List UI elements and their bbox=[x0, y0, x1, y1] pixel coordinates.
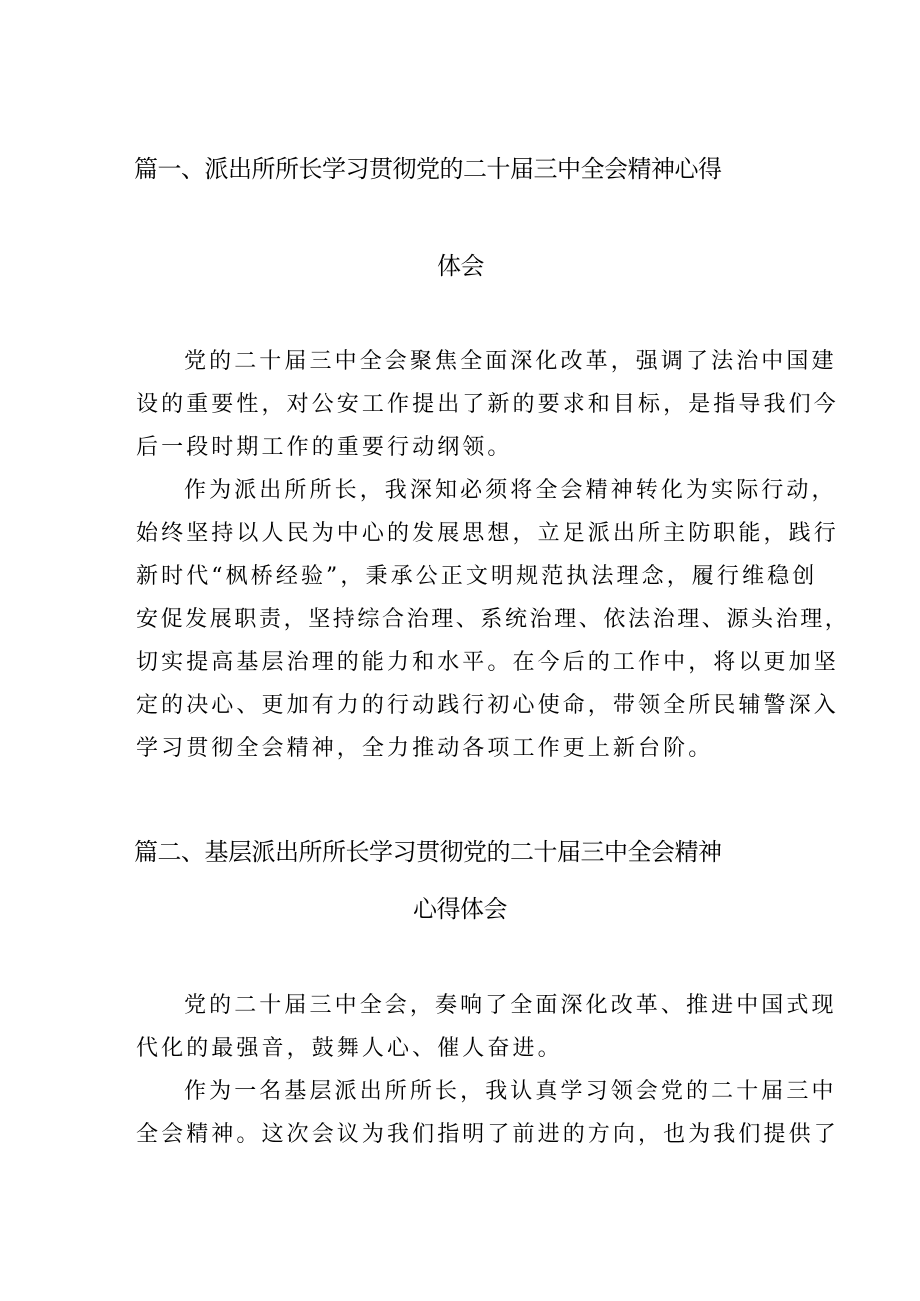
section-1-paragraph-line: 切实提高基层治理的能力和水平。在今后的工作中，将以更加坚 bbox=[136, 650, 839, 675]
section-2-paragraph-line: 党的二十届三中全会，奏响了全面深化改革、推进中国式现 bbox=[184, 993, 837, 1018]
section-2-paragraph-line: 代化的最强音，鼓舞人心、催人奋进。 bbox=[136, 1036, 563, 1061]
section-1-title-line-2: 体会 bbox=[437, 252, 484, 280]
section-2-title-line-1: 篇二、基层派出所所长学习贯彻党的二十届三中全会精神 bbox=[134, 838, 722, 866]
section-1-paragraph-line: 新时代“枫桥经验”，秉承公正文明规范执法理念，履行维稳创 bbox=[136, 564, 818, 589]
section-1-paragraph-line: 安促发展职责，坚持综合治理、系统治理、依法治理、源头治理， bbox=[136, 607, 850, 632]
section-2-paragraph-line: 作为一名基层派出所所长，我认真学习领会党的二十届三中 bbox=[184, 1079, 837, 1104]
section-1-paragraph-line: 作为派出所所长，我深知必须将全会精神转化为实际行动， bbox=[184, 478, 837, 503]
section-1-paragraph-line: 党的二十届三中全会聚焦全面深化改革，强调了法治中国建 bbox=[184, 349, 837, 374]
section-1-paragraph-line: 定的决心、更加有力的行动践行初心使命，带领全所民辅警深入 bbox=[136, 693, 839, 718]
section-1-paragraph-line: 学习贯彻全会精神，全力推动各项工作更上新台阶。 bbox=[136, 736, 714, 761]
section-1-paragraph-line: 设的重要性，对公安工作提出了新的要求和目标，是指导我们今 bbox=[136, 392, 839, 417]
section-1-paragraph-line: 始终坚持以人民为中心的发展思想，立足派出所主防职能，践行 bbox=[136, 521, 839, 546]
section-2-paragraph-line: 全会精神。这次会议为我们指明了前进的方向，也为我们提供了 bbox=[136, 1122, 839, 1147]
section-1-paragraph-line: 后一段时期工作的重要行动纲领。 bbox=[136, 435, 513, 460]
section-1-title-line-1: 篇一、派出所所长学习贯彻党的二十届三中全会精神心得 bbox=[134, 155, 722, 183]
section-2-title-line-2: 心得体会 bbox=[413, 895, 507, 923]
